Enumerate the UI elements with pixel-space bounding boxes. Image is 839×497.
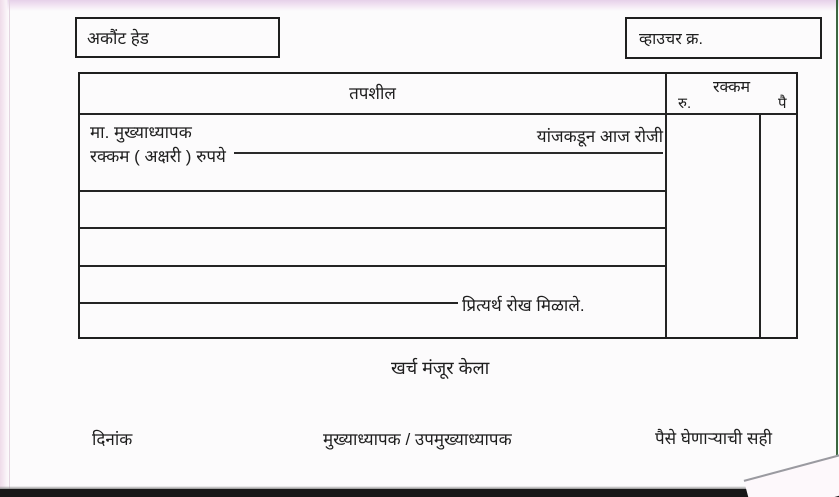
payer-prefix-text: मा. मुख्याध्यापक [90,123,192,142]
scan-left-edge [0,0,10,497]
amount-column-header: रक्कम [712,79,751,96]
from-on-date-text: यांजकडून आज रोजी [536,127,663,146]
rupees-amount-cell[interactable] [667,115,758,337]
voucher-no-box[interactable] [625,17,822,59]
receiver-signature-label: पैसे घेणाऱ्याची सही [655,429,772,448]
amount-words-label: रक्कम ( अक्षरी ) रुपये [90,147,226,166]
details-blank-row[interactable] [80,192,663,226]
paise-amount-cell[interactable] [761,115,796,337]
received-cash-text: प्रित्यर्थ रोख मिळाले. [462,296,585,315]
voucher-table [78,72,798,339]
date-label: दिनांक [92,430,133,449]
amount-in-words-row [90,144,663,167]
scan-corner-fold [744,451,839,497]
amount-words-fill-line[interactable] [234,152,663,154]
scan-bottom-edge [0,489,839,497]
paise-column-label: पै [778,95,787,112]
details-blank-row[interactable] [80,229,663,264]
scan-right-edge [836,0,838,456]
details-blank-row[interactable] [80,267,456,301]
scan-top-edge [0,0,839,11]
voucher-no-label: व्हाउचर क्र. [639,31,703,48]
details-column-header: तपशील [349,84,396,103]
account-head-box[interactable] [75,17,280,58]
account-head-label: अकौंट हेड [87,29,149,48]
rupees-column-label: रु. [678,95,692,112]
expense-approved-text: खर्च मंजूर केला [391,358,490,378]
receipt-fill-line [80,302,458,304]
authority-signature-label: मुख्याध्यापक / उपमुख्याध्यापक [323,430,512,449]
